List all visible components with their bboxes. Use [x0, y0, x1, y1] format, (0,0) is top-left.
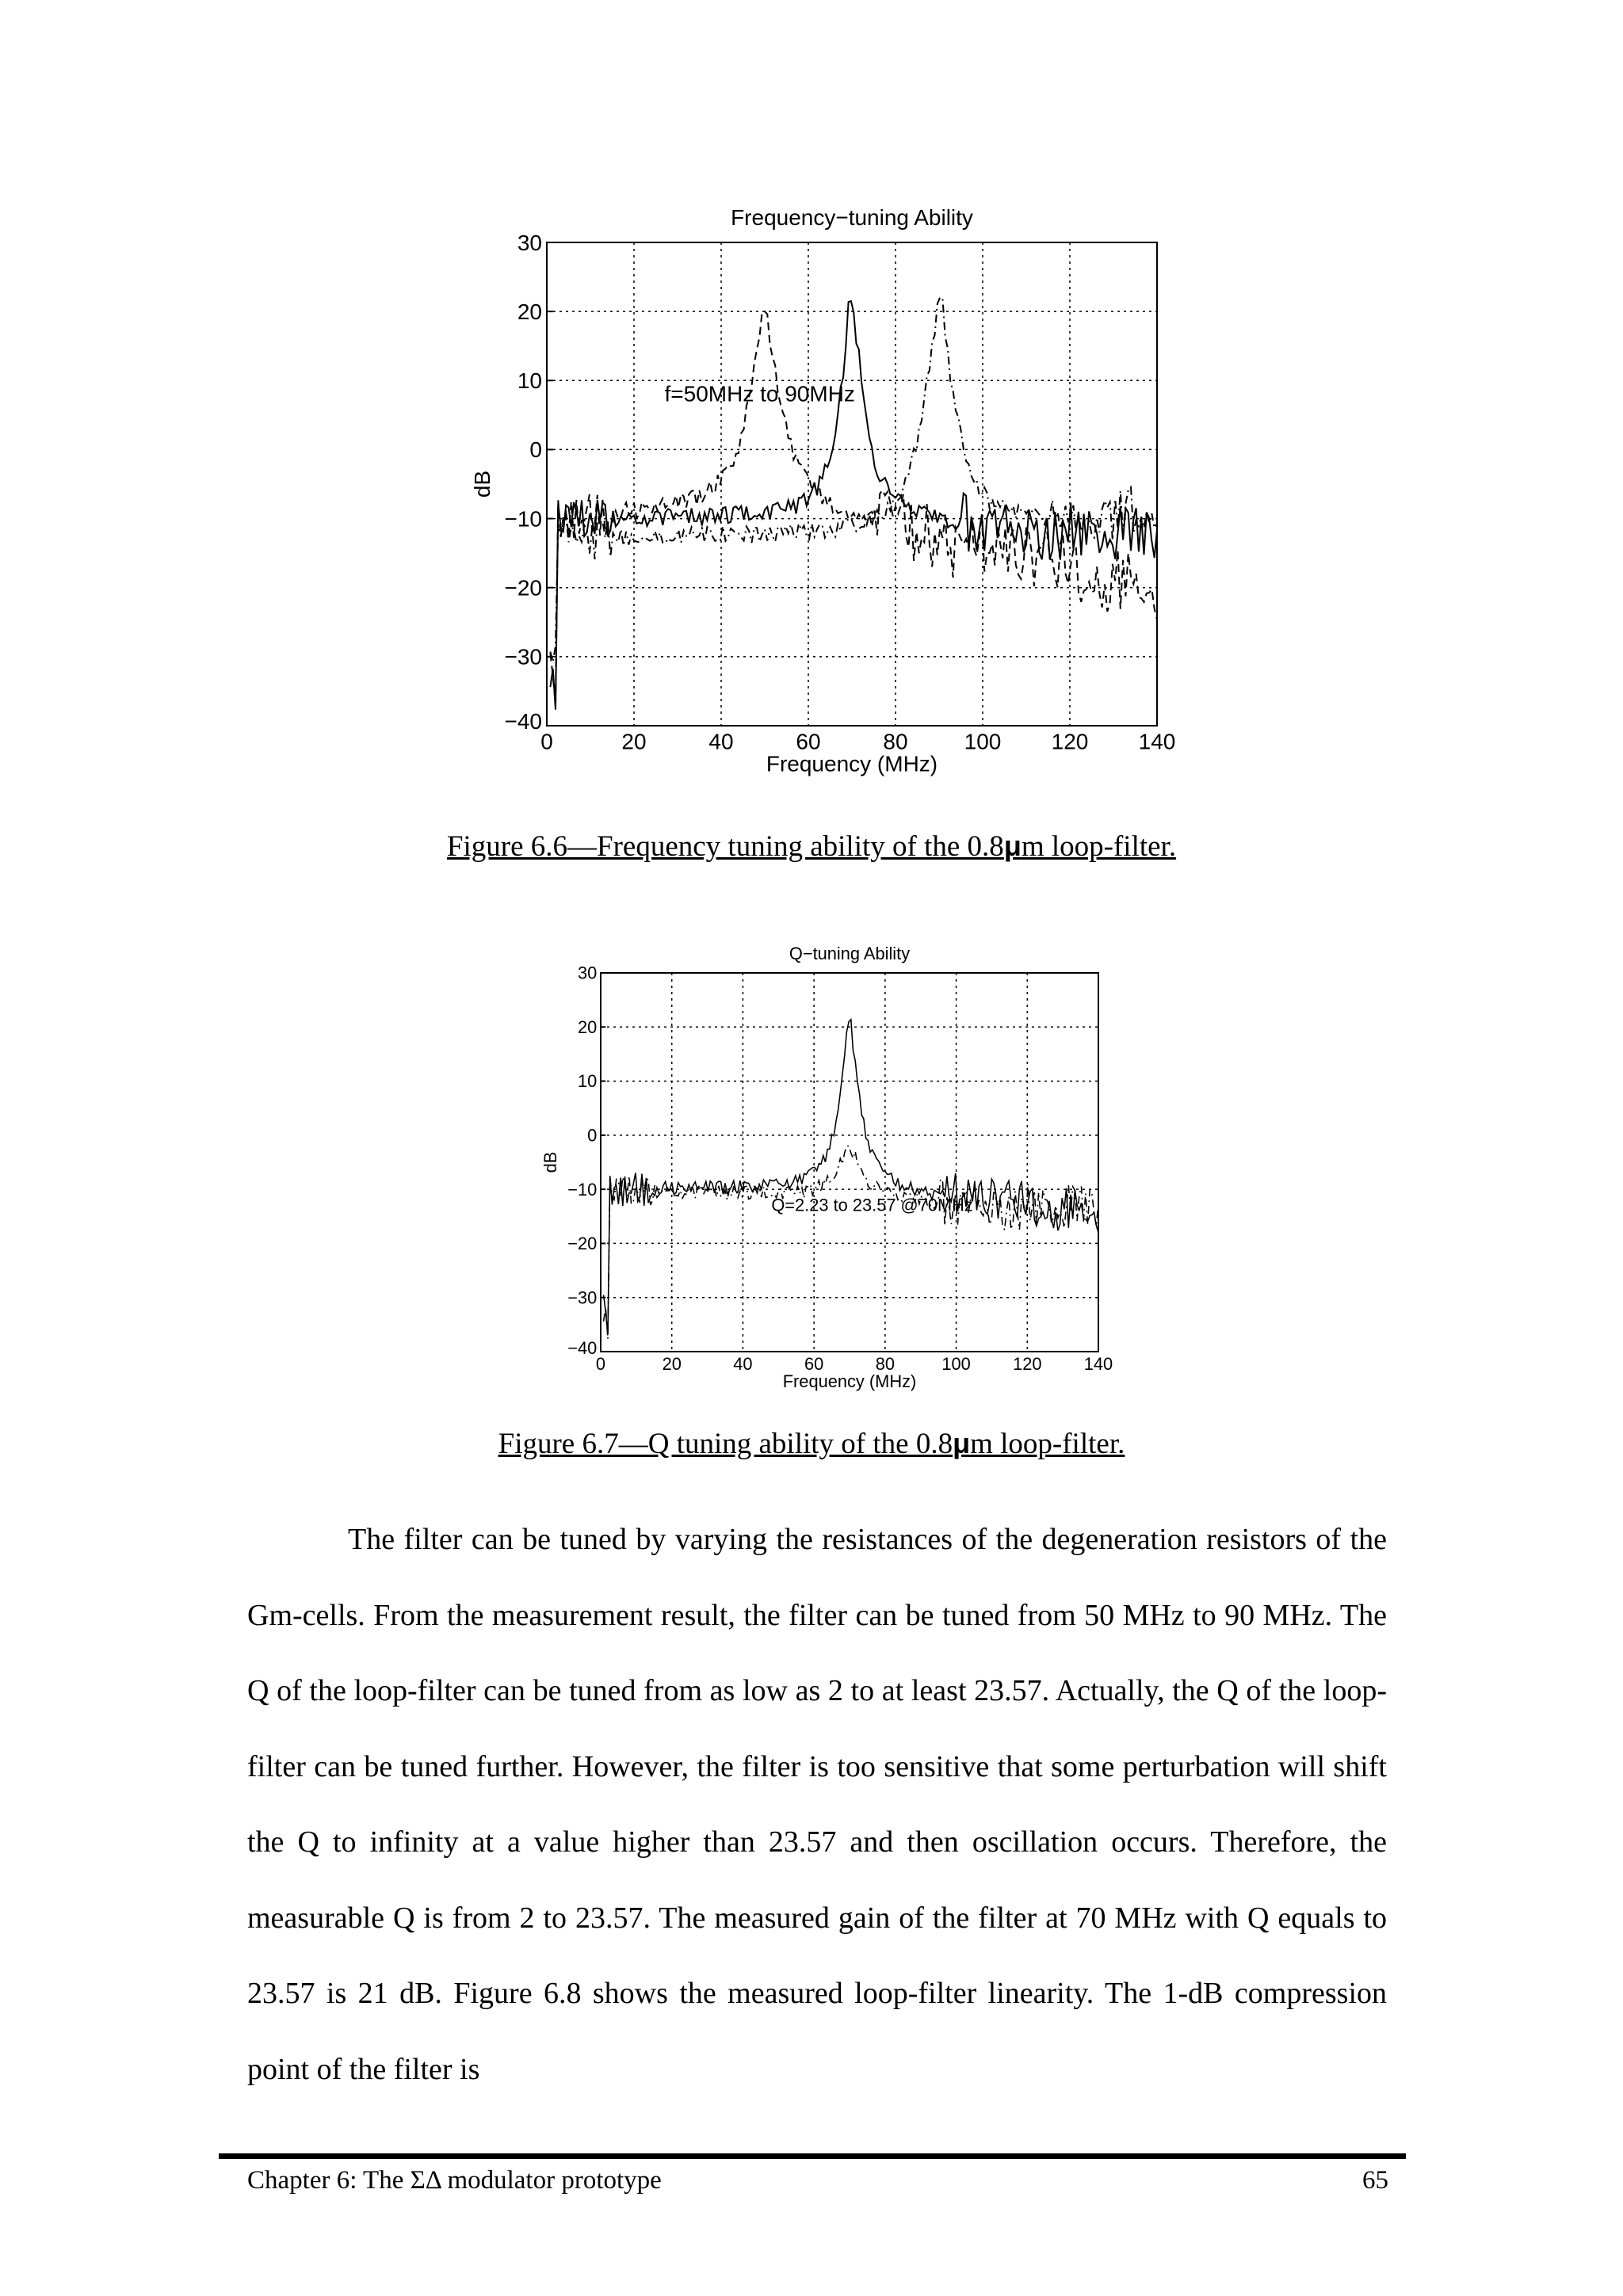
- fig2-plot-frame: [601, 973, 1098, 1352]
- fig1-xtick-label: 60: [796, 729, 821, 754]
- fig1-xtick-label: 100: [964, 729, 1002, 754]
- figure-6-6-chart: [444, 190, 1189, 776]
- fig1-xtick-label: 0: [540, 729, 553, 754]
- fig1-xlabel: Frequency (MHz): [766, 751, 938, 776]
- footer-rule: [219, 2153, 1406, 2159]
- fig1-ytick-label: 30: [517, 230, 542, 255]
- fig1-ytick-label: 10: [517, 368, 542, 394]
- page-number: 65: [1362, 2166, 1388, 2195]
- fig1-ytick-label: 20: [517, 299, 542, 324]
- fig2-xtick-label: 40: [733, 1353, 753, 1374]
- fig2-xtick-label: 80: [875, 1353, 895, 1374]
- fig1-annotation: f=50MHz to 90MHz: [664, 381, 855, 406]
- fig2-ytick-label: −10: [567, 1179, 598, 1199]
- fig1-series-dashdot: [550, 298, 1157, 662]
- fig1-title: Frequency−tuning Ability: [731, 205, 973, 230]
- fig1-ytick-label: −20: [504, 575, 542, 601]
- fig1-ytick-label: 0: [529, 437, 542, 463]
- fig1-xtick-label: 140: [1138, 729, 1176, 754]
- fig2-xtick-label: 20: [662, 1353, 682, 1374]
- fig2-xlabel: Frequency (MHz): [782, 1371, 917, 1391]
- fig1-ylabel: dB: [470, 470, 495, 498]
- figure-6-6-caption: Figure 6.6—Frequency tuning ability of the 0.8μm loop-filter.: [446, 830, 1177, 863]
- fig2-xtick-label: 60: [804, 1353, 824, 1374]
- fig1-plot-frame: [547, 242, 1157, 726]
- fig1-ytick-label: −40: [504, 709, 542, 734]
- fig2-xtick-label: 120: [1013, 1353, 1042, 1374]
- fig2-ytick-label: 0: [587, 1125, 598, 1146]
- figure-6-7-caption: Figure 6.7—Q tuning ability of the 0.8μm loop-filter.: [498, 1427, 1125, 1460]
- fig2-xtick-label: 100: [941, 1353, 971, 1374]
- fig2-ytick-label: −30: [567, 1287, 598, 1308]
- fig2-annotation: Q=2.23 to 23.57 @70MHz: [771, 1195, 973, 1215]
- fig2-series-solid: [604, 1020, 1098, 1335]
- fig2-xtick-label: 140: [1083, 1353, 1113, 1374]
- fig2-ytick-label: 20: [578, 1016, 598, 1037]
- fig1-xtick-label: 20: [621, 729, 647, 754]
- fig2-series-dashdot: [604, 1146, 1098, 1340]
- footer-chapter: Chapter 6: The ΣΔ modulator prototype: [247, 2166, 662, 2195]
- fig2-ytick-label: −20: [567, 1234, 598, 1254]
- fig2-xtick-label: 0: [595, 1353, 606, 1374]
- fig2-title: Q−tuning Ability: [789, 943, 911, 963]
- fig2-ytick-label: 10: [578, 1071, 598, 1092]
- figure-6-7-chart: [507, 911, 1113, 1394]
- body-paragraph: [247, 1502, 1387, 2107]
- fig2-ytick-label: 30: [578, 963, 598, 983]
- body-text: The filter can be tuned by varying the resistances of the degeneration resistors of the Gm-cells. From the measurement result, the filter can be tuned from 50 MHz to 90 MHz. The Q of the loop-filter can be tuned from as low as 2 to at least 23.57. Actually, the Q of the loop-filter can be tuned further. However, the filter is too sensitive that some perturbation will shift the Q to infinity at a value higher than 23.57 and then oscillation occurs. Therefore, the measurable Q is from 2 to 23.57. The measured gain of the filter at 70 MHz with Q equals to 23.57 is 21 dB. Figure 6.8 shows the measured loop-filter linearity. The 1-dB compression point of the filter is: [247, 1523, 1387, 2086]
- fig2-ylabel: dB: [540, 1151, 560, 1173]
- fig1-xtick-label: 40: [708, 729, 734, 754]
- fig1-xtick-label: 80: [883, 729, 908, 754]
- fig1-xtick-label: 120: [1051, 729, 1089, 754]
- fig1-ytick-label: −10: [504, 506, 542, 532]
- fig1-ytick-label: −30: [504, 644, 542, 669]
- fig2-ytick-label: −40: [567, 1338, 598, 1359]
